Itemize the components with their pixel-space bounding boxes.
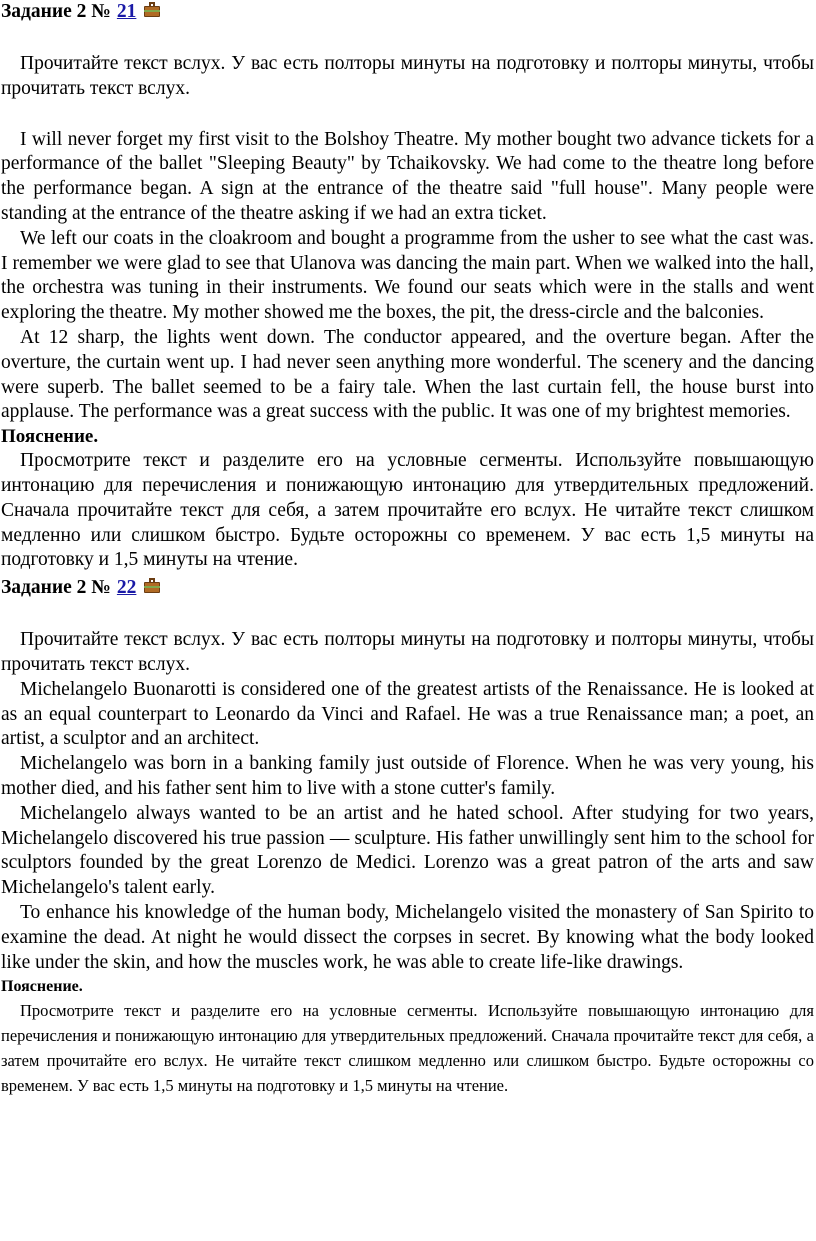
task-21 <box>1 0 814 573</box>
briefcase-icon[interactable] <box>144 2 160 17</box>
text-paragraph: Michelangelo always wanted to be an artist and he hated school. After studying for two years, Michelangelo discovered his true passion — sculpture. His father unwillingly sent him to the school for sculptors founded by the great Lorenzo de Medici. Lorenzo was a great patron of the arts and saw Michelangelo's talent early. <box>1 802 814 899</box>
task-number-link[interactable]: 22 <box>116 577 137 599</box>
explanation-text: Просмотрите текст и разделите его на условные сегменты. Используйте повышающую интонацию для перечисления и понижающую интонацию для утвердительных предложений. Сначала прочитайте текст для себя, а затем прочитайте его вслух. Не читайте текст слишком медленно или слишком быстро. Будьте осторожны со временем. У вас есть 1,5 минуты на подготовку и 1,5 минуты на чтение. <box>1 450 814 571</box>
text-paragraph: I will never forget my first visit to the Bolshoy Theatre. My mother bought two advance tickets for a performance of the ballet "Sleeping Beauty" by Tchaikovsky. We had come to the theatre long before the performance began. A sign at the entrance of the theatre said "full house". Many people were standing at the entrance of the theatre asking if we had an extra ticket. <box>1 128 814 224</box>
explanation-title: Пояснение. <box>1 426 99 448</box>
task-instruction: Прочитайте текст вслух. У вас есть полторы минуты на подготовку и полторы минуты, чтобы прочитать текст вслух. <box>1 53 814 99</box>
task-number-link[interactable]: 21 <box>116 1 137 22</box>
explanation-text: Просмотрите текст и разделите его на условные сегменты. Используйте повышающую интонацию для перечисления и понижающую интонацию для утвердительных предложений. Сначала прочитайте текст для себя, а затем прочитайте его вслух. Не читайте текст слишком медленно или слишком быстро. Будьте осторожны со временем. У вас есть 1,5 минуты на подготовку и 1,5 минуты на чтение. <box>1 1001 814 1096</box>
text-paragraph: To enhance his knowledge of the human body, Michelangelo visited the monastery of San Spirito to examine the dead. At night he would dissect the corpses in secret. By knowing what the body looked like under the skin, and how the muscles work, he was able to create life-like drawings. <box>1 901 814 973</box>
task-heading-prefix: Задание 2 № <box>1 577 111 599</box>
task-instruction: Прочитайте текст вслух. У вас есть полторы минуты на подготовку и полторы минуты, чтобы прочитать текст вслух. <box>1 629 814 675</box>
text-paragraph: Michelangelo was born in a banking family just outside of Florence. When he was very young, his mother died, and his father sent him to live with a stone cutter's family. <box>1 753 814 799</box>
task-22 <box>1 576 814 1098</box>
task-heading-prefix: Задание 2 № <box>1 1 111 22</box>
text-paragraph: We left our coats in the cloakroom and bought a programme from the usher to see what the cast was. I remember we were glad to see that Ulanova was dancing the main part. When we walked into the hall, the orchestra was tuning in their instruments. We found our seats which were in the stalls and went exploring the theatre. My mother showed me the boxes, the pit, the dress-circle and the balconies. <box>1 227 814 324</box>
explanation-title: Пояснение. <box>1 978 83 996</box>
text-paragraph: Michelangelo Buonarotti is considered one of the greatest artists of the Renaissance. He is looked at as an equal counterpart to Leonardo da Vinci and Rafael. He was a true Renaissance man; a poet, an artist, a sculptor and an architect. <box>1 678 814 750</box>
task-heading <box>1 0 814 24</box>
text-paragraph: At 12 sharp, the lights went down. The conductor appeared, and the overture began. After the overture, the curtain went up. I had never seen anything more wonderful. The scenery and the dancing were superb. The ballet seemed to be a fairy tale. When the last curtain fell, the house burst into applause. The performance was a great success with the public. It was one of my brightest memories. <box>1 326 814 423</box>
task-heading <box>1 576 814 600</box>
briefcase-icon[interactable] <box>144 578 160 593</box>
